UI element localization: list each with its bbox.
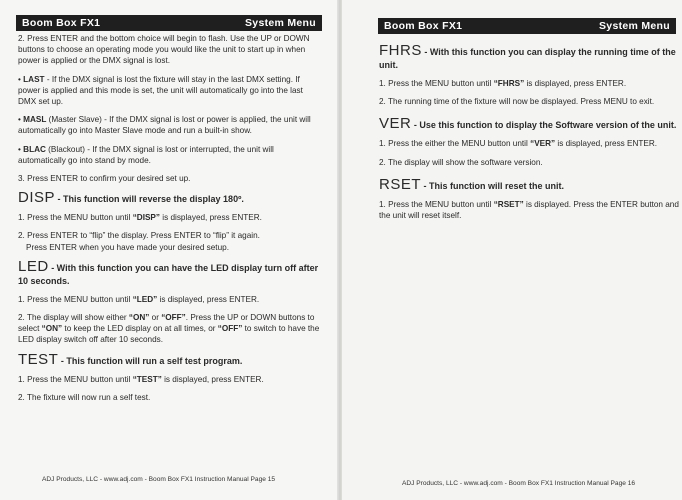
led-step-2 xyxy=(18,312,322,346)
bullet-marker: • xyxy=(18,74,24,84)
section-name: RSET xyxy=(379,175,422,193)
fhrs-heading xyxy=(379,44,679,72)
test-step-1 xyxy=(18,374,322,385)
rset-step-1 xyxy=(379,199,679,221)
section-name: LED xyxy=(18,257,49,275)
bullet-masl xyxy=(18,114,322,136)
step-keyword: “TEST” xyxy=(132,374,162,384)
disp-step-2 xyxy=(18,230,322,252)
step-text: to keep the LED display on at all times, or xyxy=(62,324,218,334)
led-heading xyxy=(18,257,322,288)
step-text: 1. Press the MENU button until xyxy=(18,213,133,223)
step-2-paragraph: 2. Press ENTER and the bottom choice will begin to flash. Use the UP or DOWN buttons to choose an operating mode you would like the unit to start up in when power is applied or the DMX signal is lost. xyxy=(18,34,310,66)
ver-heading xyxy=(379,117,679,132)
test-step-2: 2. The fixture will now run a self test. xyxy=(18,392,151,402)
step-text: . Press the UP or DOWN buttons to select xyxy=(18,313,315,334)
bullet-term: LAST xyxy=(23,74,45,84)
ver-step-2: 2. The display will show the software version. xyxy=(379,157,543,167)
fhrs-step-1 xyxy=(379,78,679,89)
section-desc: - This function will reverse the display 180º. xyxy=(55,194,244,205)
step-text: is displayed, press ENTER. xyxy=(160,213,262,223)
header-title: Boom Box FX1 xyxy=(22,17,101,29)
step-text: is displayed, press ENTER. xyxy=(157,294,260,304)
page-body xyxy=(379,40,679,228)
ver-step-1 xyxy=(379,138,679,149)
page-footer: ADJ Products, LLC - www.adj.com - Boom Box FX1 Instruction Manual Page 15 xyxy=(42,476,276,483)
bullet-text: - If the DMX signal is lost the fixture will stay in the last DMX setting. If power is applied and this mode is set, the unit will automatically go into the last DMX set up. xyxy=(18,74,303,107)
rset-heading xyxy=(379,175,679,193)
bullet-last xyxy=(18,74,322,108)
step-text: is displayed, press ENTER. xyxy=(524,79,627,88)
section-desc: - Use this function to display the Software version of the unit. xyxy=(411,120,677,131)
header-title: Boom Box FX1 xyxy=(384,20,463,32)
step-text: to switch to have the LED display switch off after 10 seconds. xyxy=(18,324,320,345)
step-keyword: “ON” xyxy=(128,313,150,323)
bullet-text: (Blackout) - If the DMX signal is lost or interrupted, the unit will automatically go into stand by mode. xyxy=(18,144,274,165)
step-text: is displayed, press ENTER. xyxy=(161,374,264,384)
step-text: is displayed. Press the ENTER button and the unit will reset itself. xyxy=(379,199,679,221)
step-text: Press ENTER when you have made your desired setup. xyxy=(26,242,229,252)
bullet-marker: • xyxy=(18,115,24,125)
step-keyword: “RSET” xyxy=(493,199,524,209)
header-section: System Menu xyxy=(599,20,670,32)
page-footer: ADJ Products, LLC - www.adj.com - Boom Box FX1 Instruction Manual Page 16 xyxy=(402,480,636,487)
bullet-marker: • xyxy=(18,144,24,154)
step-text: or xyxy=(149,313,162,323)
fhrs-step-2: 2. The running time of the fixture will now be displayed. Press MENU to exit. xyxy=(379,97,655,107)
section-name: DISP xyxy=(18,189,56,207)
step-text: 2. The display will show either xyxy=(18,313,129,323)
step-keyword: “OFF” xyxy=(161,313,186,323)
step-text: 1. Press the MENU button until xyxy=(18,374,133,384)
section-desc: - With this function you can have the LED display turn off after 10 seconds. xyxy=(18,262,319,286)
step-text: 1. Press the either the MENU button until xyxy=(379,139,531,149)
manual-page-16 xyxy=(342,0,682,500)
page-header xyxy=(378,18,676,34)
disp-step-1 xyxy=(18,212,322,223)
manual-page-15 xyxy=(0,0,338,500)
bullet-blac xyxy=(18,144,322,166)
bullet-term: BLAC xyxy=(23,144,46,154)
step-keyword: “ON” xyxy=(41,324,63,334)
test-heading xyxy=(18,350,322,368)
step-keyword: “VER” xyxy=(530,139,556,149)
header-section: System Menu xyxy=(245,17,316,29)
section-desc: - This function will reset the unit. xyxy=(421,180,565,191)
led-step-1 xyxy=(18,294,322,305)
section-name: FHRS xyxy=(379,42,422,59)
step-text: 1. Press the MENU button until xyxy=(379,79,494,88)
step-text: 1. Press the MENU button until xyxy=(18,294,133,304)
step-keyword: “OFF” xyxy=(217,324,243,334)
step-text: 1. Press the MENU button until xyxy=(379,199,494,209)
bullet-term: MASL xyxy=(23,115,47,125)
step-text: is displayed, press ENTER. xyxy=(555,139,658,149)
step-keyword: “LED” xyxy=(132,294,158,304)
step-keyword: “FHRS” xyxy=(493,79,525,88)
section-name: VER xyxy=(379,115,412,133)
section-name: TEST xyxy=(18,350,59,368)
section-desc: - This function will run a self test program. xyxy=(58,355,243,366)
step-keyword: “DISP” xyxy=(132,213,160,223)
step-text: 2. Press ENTER to “flip” the display. Press ENTER to “flip” it again. xyxy=(18,231,260,241)
section-desc: - With this function you can display the running time of the unit. xyxy=(379,47,676,70)
page-body xyxy=(18,33,322,410)
disp-heading xyxy=(18,191,322,206)
step-3-paragraph: 3. Press ENTER to confirm your desired set up. xyxy=(18,174,191,184)
page-header xyxy=(16,15,322,31)
bullet-text: (Master Slave) - If the DMX signal is lost or power is applied, the unit will automatically go into Master Slave mode and run a built-in show. xyxy=(18,115,311,136)
